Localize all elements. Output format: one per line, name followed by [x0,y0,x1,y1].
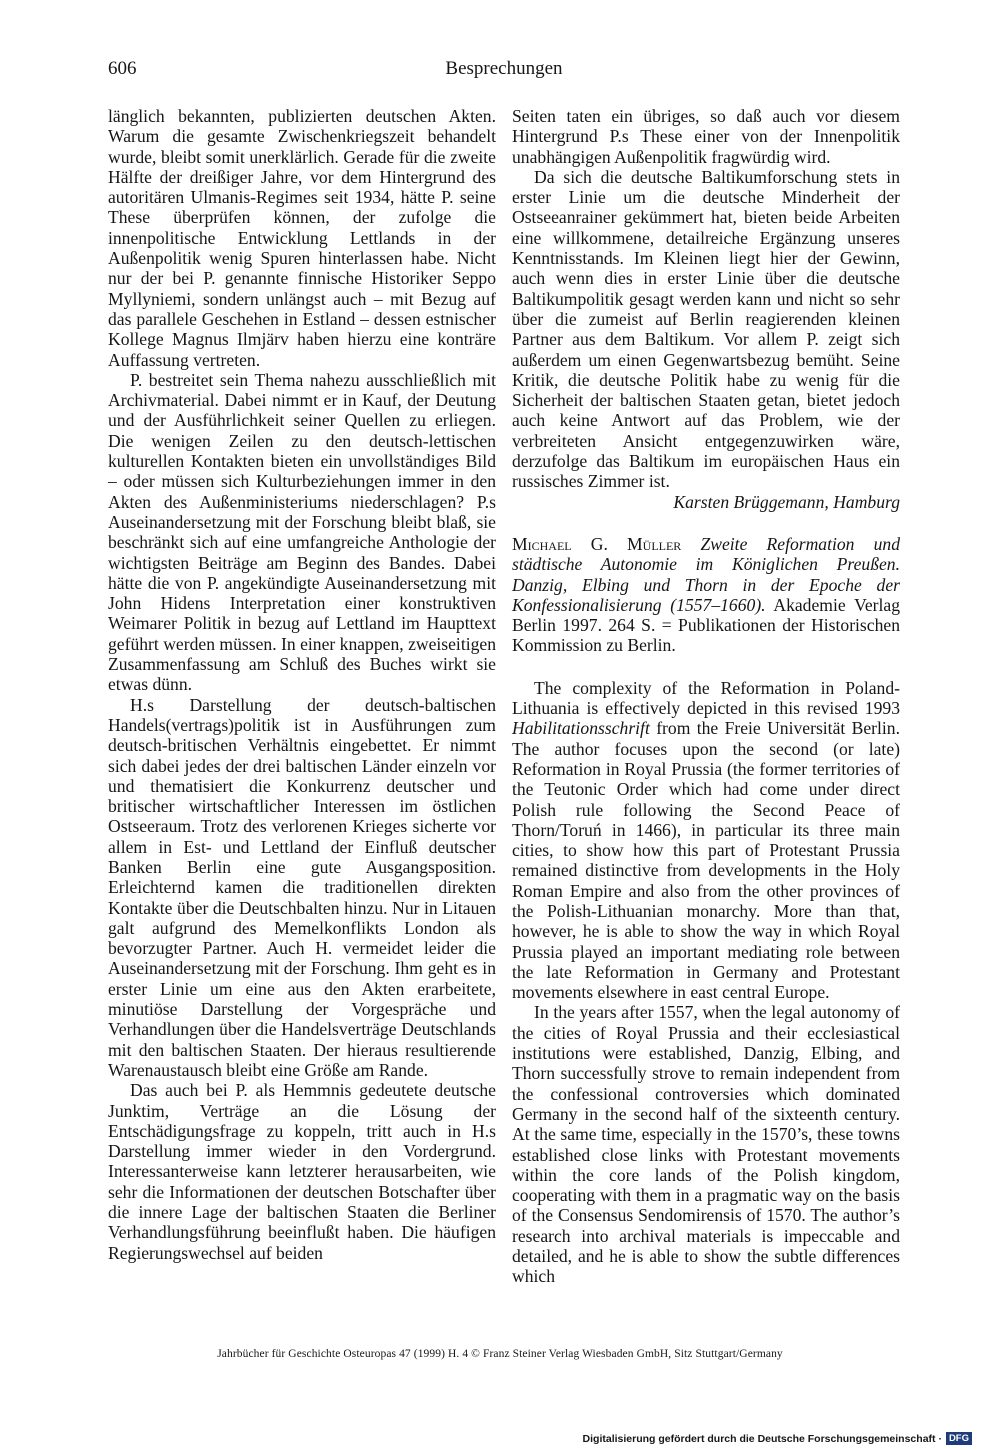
left-column [108,106,496,1263]
dfg-logo: DFG [946,1432,972,1445]
running-title: Besprechungen [445,58,563,79]
review-author: Michael G. Müller [512,533,682,554]
paragraph-text: Da sich die deutsche Baltikumforschung stets in erster Linie um die deutsche Minderheit der Ostseeanrainer gekümmert hat, bieten beide Arbeiten eine willkommene, detailreiche Ergänzung unseres Kenntnisstands. Im Kleinen liegt hier der Gewinn, auch wenn dies in erster Linie über die deutsche Baltikumpolitik gesagt werden kann und nicht so sehr über die zumeist auf Berlin reagierenden kleinen Partner aus dem Baltikum. Vor allem P. zeigt sich außerdem um einen Gegenwartsbezug bemüht. Seine Kritik, die deutsche Politik habe zu wenig für die Sicherheit der baltischen Staaten getan, bietet jedoch auch keine Antwort auf das Problem, wie der verbreiteten Ansicht entgegenzuwirken wäre, derzufolge das Baltikum im europäischen Haus ein russisches Zimmer ist. [512,166,900,492]
review-citation [512,534,900,656]
paragraph: Seiten taten ein übriges, so daß auch vor diesem Hintergrund P.s These einer von der Innenpolitik unabhängigen Außenpolitik fragwürdig wird. [512,106,900,167]
paragraph: H.s Darstellung der deutsch-baltischen Handels(vertrags)politik ist in Ausführungen zum deutsch-britischen Verhältnis eingebettet. Er nimmt sich dabei jedes der drei baltischen Länder einzeln vor und thematisiert die Konkurrenz deutscher und britischer wirtschaftlicher Interessen im östlichen Ostseeraum. Trotz des verlorenen Krieges sicherte vor allem in Est- und Lettland der Einfluß deutscher Banken Berlin eine gute Ausgangsposition. Erleichternd kamen die traditionellen direkten Kontakte über die Deutschbalten hinzu. Nur in Litauen galt aufgrund des Memelkonflikts London als bevorzugter Partner. Auch H. vermeidet leider die Auseinandersetzung mit der Forschung. Ihm geht es in erster Linie um eine aus den Akten erarbeitete, minutiöse Darstellung der Vorgespräche und Verhandlungen über die Handelsverträge Deutschlands mit den baltischen Staaten. Der hieraus resultierende Warenaustausch bleibt eine Größe am Rande. [108,694,496,1080]
digitization-credit [583,1432,972,1445]
reviewer-signature: Karsten Brüggemann, Hamburg [673,491,900,512]
paragraph [512,166,900,512]
right-column [512,106,900,1287]
journal-citation: Jahrbücher für Geschichte Osteuropas 47 (1999) H. 4 © Franz Steiner Verlag Wiesbaden GmbH, Sitz Stuttgart/Germany [217,1348,783,1360]
paragraph-text: from the Freie Universität Berlin. The author focuses upon the second (or late) Reformation in Royal Prussia (the former territories of the Teutonic Order which had come under direct Polish rule following the Second Peace of Thorn/Toruń in 1466), in particular its three main cities, to show how this part of Protestant Prussia remained distinctive from developments in the Holy Roman Empire and also from the other provinces of the Polish-Lithuanian monarchy. More than that, however, he is able to show the way in which Royal Prussia played an important mediating role between the late Reformation in Germany and Protestant movements elsewhere in east central Europe. [512,718,900,1003]
habilitation-term: Habilitationsschrift [512,718,650,739]
page-number: 606 [108,58,137,79]
paragraph-text: The complexity of the Reformation in Poland-Lithuania is effectively depicted in this revised 1993 [512,677,900,719]
page-header [108,58,900,84]
paragraph: P. bestreitet sein Thema nahezu ausschließlich mit Archivmaterial. Dabei nimmt er in Kauf, der Deutung und der Ausführlichkeit seiner Quellen zu erliegen. Die wenigen Zeilen zu den deutsch-lettischen kulturellen Kontakten bieten ein unvollständiges Bild – oder müssen sich Kulturbeziehungen immer in den Akten des Außenministeriums niederschlagen? P.s Auseinandersetzung mit der Forschung bleibt blaß, sie beschränkt sich auf eine umfangreiche Anthologie der wichtigsten Beiträge am Beginn des Bandes. Dabei hätte die von P. angekündigte Auseinandersetzung mit John Hidens Interpretation einer konstruktiven Weimarer Politik in bezug auf Lettland im Haupttext geführt werden müssen. In einer knappen, zweiseitigen Zusammenfassung am Schluß des Buches wirkt sie etwas dünn. [108,369,496,695]
credit-text: Digitalisierung gefördert durch die Deutsche Forschungsgemeinschaft · [582,1432,942,1445]
paragraph: Das auch bei P. als Hemmnis gedeutete deutsche Junktim, Verträge an die Lösung der Entschädigungsfrage zu koppeln, tritt auch in H.s Darstellung immer wieder in den Vordergrund. Interessanterweise kann letzterer herausarbeiten, wie sehr die Informationen der deutschen Botschafter über die innere Lage der baltischen Staaten die Berliner Verhandlungsführung beeinflußt haben. Die häufigen Regierungswechsel auf beiden [108,1080,496,1263]
review-book-title: Zweite Reformation und städtische Autonomie im Königlichen Preußen. Danzig, Elbing und Thorn in der Epoche der Konfessionalisierung (1557–1660). [512,533,901,615]
paragraph: länglich bekannten, publizierten deutschen Akten. Warum die gesamte Zwischenkriegszeit behandelt wurde, bleibt somit unerklärlich. Gerade für die zweite Hälfte der dreißiger Jahre, vor dem Hintergrund des autoritären Ulmanis-Regimes seit 1934, hätte P. seine These überprüfen können, der zufolge die innenpolitische Entwicklung Lettlands in der Außenpolitik wenig Spuren hinterlassen habe. Nicht nur der bei P. genannte finnische Historiker Seppo Myllyniemi, sondern unlängst auch – mit Bezug auf das parallele Geschehen in Estland – dessen estnischer Kollege Magnus Ilmjärv haben hierzu eine konträre Auffassung vertreten. [108,106,496,370]
paragraph: In the years after 1557, when the legal autonomy of the cities of Royal Prussia and their ecclesiastical institutions were established, Danzig, Elbing, and Thorn successfully strove to remain independent from the confessional controversies which dominated Germany in the second half of the sixteenth century. At the same time, especially in the 1570’s, these towns established close links with Protestant movements within the core lands of the Polish kingdom, cooperating with them in a pragmatic way on the basis of the Consensus Sendomirensis of 1570. The author’s research into archival materials is impeccable and detailed, and he is able to show the subtle differences which [512,1002,900,1287]
paragraph [512,678,900,1003]
review-publication: Akademie Verlag Berlin 1997. 264 S. = Publikationen der Historischen Kommission zu Berlin. [512,594,901,656]
